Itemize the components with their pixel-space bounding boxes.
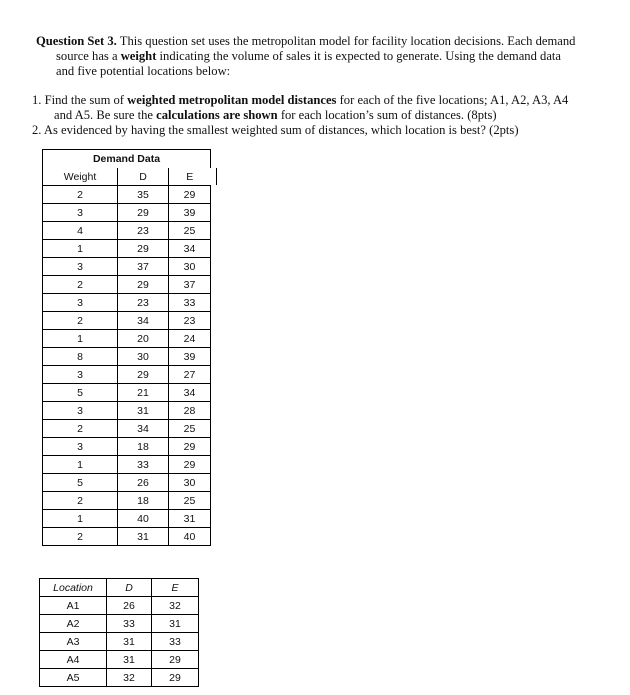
table-row	[43, 474, 211, 492]
table-cell: 32	[152, 597, 199, 615]
table-cell: 23	[169, 312, 211, 330]
table-cell: 3	[43, 294, 118, 312]
table-cell: 1	[43, 240, 118, 258]
table-row	[43, 186, 211, 204]
intro-line-1: Question Set 3. This question set uses the metropolitan model for facility location decisions. Each demand	[36, 34, 576, 48]
table-cell: 30	[118, 348, 169, 366]
table-row	[40, 633, 199, 651]
table-cell: 1	[43, 330, 118, 348]
table-cell: 29	[118, 240, 169, 258]
intro-line-2: source has a weight indicating the volume of sales it is expected to generate. Using the demand data	[56, 49, 562, 63]
table-row	[40, 615, 199, 633]
table-row	[43, 456, 211, 474]
table-cell: 32	[107, 669, 152, 687]
table-cell: A5	[40, 669, 107, 687]
table-cell: 2	[43, 492, 118, 510]
table-cell: 34	[118, 420, 169, 438]
table-cell: 25	[169, 492, 211, 510]
table-cell: A4	[40, 651, 107, 669]
question-set-label: Question Set 3.	[36, 34, 117, 48]
weight-header: Weight	[43, 168, 118, 186]
table-row	[43, 258, 211, 276]
table-cell: 1	[43, 510, 118, 528]
table-cell: 27	[169, 366, 211, 384]
table-cell: 26	[107, 597, 152, 615]
location-header: Location	[40, 579, 107, 597]
table-cell: 3	[43, 258, 118, 276]
table-cell: 23	[118, 222, 169, 240]
demand-table-title: Demand Data	[43, 150, 211, 169]
table-row	[43, 528, 211, 546]
table-row	[43, 204, 211, 222]
demand-data-table	[42, 149, 211, 546]
question-1-line-1: 1. Find the sum of weighted metropolitan model distances for each of the five locations; A1, A2, A3, A4	[32, 93, 569, 107]
table-cell: 31	[118, 402, 169, 420]
table-cell: 18	[118, 492, 169, 510]
table-row	[43, 348, 211, 366]
location-e-header: E	[152, 579, 199, 597]
question-set-intro	[36, 34, 592, 79]
table-cell: A3	[40, 633, 107, 651]
table-row	[43, 510, 211, 528]
table-cell: 2	[43, 276, 118, 294]
table-cell: 31	[152, 615, 199, 633]
table-cell: 29	[169, 186, 211, 204]
table-cell: 3	[43, 366, 118, 384]
table-cell: 8	[43, 348, 118, 366]
table-row	[43, 222, 211, 240]
table-cell: 2	[43, 420, 118, 438]
table-row	[40, 651, 199, 669]
table-cell: 31	[118, 528, 169, 546]
table-row	[43, 312, 211, 330]
question-2: 2. As evidenced by having the smallest weighted sum of distances, which location is best? (2pts)	[32, 123, 519, 137]
table-row	[43, 240, 211, 258]
table-cell: 40	[118, 510, 169, 528]
table-cell: 33	[118, 456, 169, 474]
table-cell: 34	[118, 312, 169, 330]
table-cell: 37	[169, 276, 211, 294]
table-cell: A1	[40, 597, 107, 615]
table-cell: 21	[118, 384, 169, 402]
d-header: D	[118, 168, 169, 186]
table-cell: 30	[169, 474, 211, 492]
table-cell: 39	[169, 204, 211, 222]
table-cell: 25	[169, 420, 211, 438]
table-row	[43, 438, 211, 456]
table-row	[43, 276, 211, 294]
table-cell: 20	[118, 330, 169, 348]
table-cell: 5	[43, 384, 118, 402]
weight-term: weight	[120, 49, 157, 63]
e-header: E	[169, 168, 211, 186]
table-cell: A2	[40, 615, 107, 633]
table-row	[43, 420, 211, 438]
table-cell: 28	[169, 402, 211, 420]
table-cell: 31	[107, 633, 152, 651]
questions-block	[32, 93, 592, 138]
table-cell: 24	[169, 330, 211, 348]
table-row	[43, 294, 211, 312]
question-1-line-2: and A5. Be sure the calculations are shown for each location’s sum of distances. (8pts)	[54, 108, 497, 122]
table-cell: 2	[43, 186, 118, 204]
table-cell: 33	[107, 615, 152, 633]
location-d-header: D	[107, 579, 152, 597]
table-row	[43, 384, 211, 402]
table-cell: 39	[169, 348, 211, 366]
table-cell: 40	[169, 528, 211, 546]
table-cell: 2	[43, 312, 118, 330]
table-cell: 33	[152, 633, 199, 651]
table-cell: 2	[43, 528, 118, 546]
table-cell: 37	[118, 258, 169, 276]
table-cell: 3	[43, 402, 118, 420]
table-row	[43, 402, 211, 420]
table-row	[43, 492, 211, 510]
table-cell: 31	[169, 510, 211, 528]
table-cell: 30	[169, 258, 211, 276]
table-row	[40, 597, 199, 615]
table-cell: 4	[43, 222, 118, 240]
location-table	[39, 578, 199, 687]
table-cell: 3	[43, 204, 118, 222]
table-cell: 35	[118, 186, 169, 204]
table-cell: 31	[107, 651, 152, 669]
table-row	[40, 669, 199, 687]
table-cell: 3	[43, 438, 118, 456]
table-cell: 34	[169, 240, 211, 258]
table-cell: 29	[152, 669, 199, 687]
table-cell: 1	[43, 456, 118, 474]
table-cell: 33	[169, 294, 211, 312]
table-cell: 29	[118, 204, 169, 222]
table-cell: 29	[118, 366, 169, 384]
table-cell: 29	[118, 276, 169, 294]
table-cell: 29	[169, 438, 211, 456]
table-cell: 26	[118, 474, 169, 492]
table-cell: 29	[152, 651, 199, 669]
table-cell: 18	[118, 438, 169, 456]
table-cell: 34	[169, 384, 211, 402]
table-cell: 25	[169, 222, 211, 240]
table-cell: 23	[118, 294, 169, 312]
table-cell: 5	[43, 474, 118, 492]
table-row	[43, 366, 211, 384]
table-cell: 29	[169, 456, 211, 474]
intro-line-3: and five potential locations below:	[56, 64, 231, 78]
table-row	[43, 330, 211, 348]
